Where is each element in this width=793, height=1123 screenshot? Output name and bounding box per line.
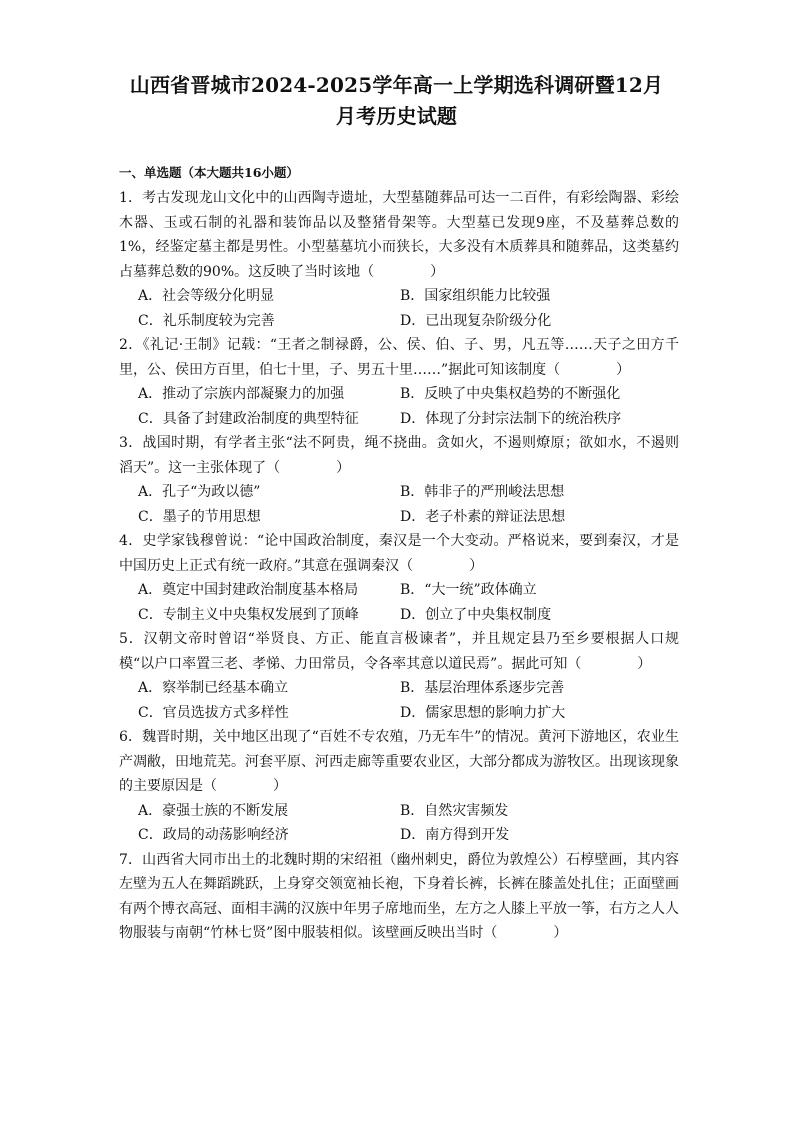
option-b[interactable]: B．基层治理体系逐步完善 [400, 680, 565, 696]
option-c[interactable]: C．专制主义中央集权发展到了顶峰 [138, 606, 359, 623]
option-b[interactable]: B．自然灾害频发 [400, 802, 509, 819]
question-list [119, 186, 679, 946]
option-c[interactable]: C．政局的动荡影响经济 [138, 827, 289, 843]
option-c[interactable]: C．官员选拔方式多样性 [138, 704, 289, 721]
option-a[interactable]: A．推动了宗族内部凝聚力的加强 [138, 386, 345, 402]
option-d[interactable]: D．儒家思想的影响力扩大 [400, 704, 566, 721]
question-7 [119, 848, 679, 946]
option-grid [119, 799, 679, 848]
question-stem: 1．考古发现龙山文化中的山西陶寺遗址，大型墓随葬品可达一二百件，有彩绘陶器、彩绘木器、玉或石制的礼器和装饰品以及整猪骨架等。大型墓已发现9座，不及墓葬总数的1%，经鉴定墓主都是男性。小型墓墓坑小而狭长，大多没有木质葬具和随葬品，这类墓约占墓葬总数的90%。这反映了当时该地（ ） [119, 190, 679, 280]
title-line-1: 山西省晋城市2024-2025学年高一上学期选科调研暨12月 [129, 73, 664, 97]
option-c[interactable]: C．具备了封建政治制度的典型特征 [138, 410, 359, 427]
option-a[interactable]: A．察举制已经基本确立 [138, 680, 289, 696]
option-d[interactable]: D．已出现复杂阶级分化 [400, 312, 552, 329]
question-stem: 6．魏晋时期，关中地区出现了“百姓不专农殖，乃无车牛”的情况。黄河下游地区，农业生产凋敝，田地荒芜。河套平原、河西走廊等重要农业区，大部分都成为游牧区。出现该现象的主要原因是（ ） [119, 729, 679, 794]
section-heading: 一、单选题（本大题共16小题） [119, 165, 299, 180]
question-2 [119, 333, 679, 431]
question-stem: 5．汉朝文帝时曾诏“举贤良、方正、能直言极谏者”，并且规定县乃至乡要根据人口规模“以户口率置三老、孝悌、力田常员，令各率其意以道民焉”。据此可知（ ） [119, 631, 679, 672]
question-stem: 4．史学家钱穆曾说：“论中国政治制度，秦汉是一个大变动。严格说来，要到秦汉，才是中国历史上正式有统一政府。”其意在强调秦汉（ ） [119, 533, 679, 574]
question-5 [119, 627, 679, 725]
option-c[interactable]: C．墨子的节用思想 [138, 508, 261, 525]
page-title [60, 70, 733, 132]
option-d[interactable]: D．创立了中央集权制度 [400, 606, 552, 623]
option-grid [119, 480, 679, 529]
option-b[interactable]: B．“大一统”政体确立 [400, 582, 537, 598]
option-b[interactable]: B．反映了中央集权趋势的不断强化 [400, 386, 621, 402]
option-a[interactable]: A．豪强士族的不断发展 [138, 802, 289, 819]
option-d[interactable]: D．体现了分封宗法制下的统治秩序 [400, 410, 622, 427]
option-b[interactable]: B．韩非子的严刑峻法思想 [400, 484, 565, 500]
option-grid [119, 382, 679, 431]
option-grid [119, 676, 679, 725]
question-1 [119, 186, 679, 333]
option-d[interactable]: D．老子朴素的辩证法思想 [400, 508, 566, 525]
option-grid [119, 578, 679, 627]
question-stem: 2．《礼记·王制》记载：“王者之制禄爵，公、侯、伯、子、男，凡五等……天子之田方千里，公、侯田方百里，伯七十里，子、男五十里……”据此可知该制度（ ） [119, 337, 679, 378]
question-6 [119, 725, 679, 848]
option-a[interactable]: A．孔子“为政以德” [138, 484, 261, 500]
option-a[interactable]: A．奠定中国封建政治制度基本格局 [138, 582, 359, 598]
option-c[interactable]: C．礼乐制度较为完善 [138, 312, 275, 329]
question-stem: 7．山西省大同市出土的北魏时期的宋绍祖（幽州刺史，爵位为敦煌公）石椁壁画，其内容左壁为五人在舞蹈跳跃，上身穿交领宽袖长袍，下身着长裤，长裤在膝盖处扎住；正面壁画有两个博衣高冠、面相丰满的汉族中年男子席地而坐，左方之人膝上平放一筝，右方之人人物服装与南朝“竹林七贤”图中服装相似。该壁画反映出当时（ ） [119, 851, 679, 941]
title-line-2: 月考历史试题 [335, 104, 458, 128]
option-a[interactable]: A．社会等级分化明显 [138, 288, 275, 304]
option-b[interactable]: B．国家组织能力比较强 [400, 288, 551, 304]
option-d[interactable]: D．南方得到开发 [400, 827, 510, 843]
question-4 [119, 529, 679, 627]
question-3 [119, 431, 679, 529]
question-stem: 3．战国时期，有学者主张“法不阿贵，绳不挠曲。贪如火，不遏则燎原；欲如水，不遏则滔天”。这一主张体现了（ ） [119, 435, 679, 476]
option-grid [119, 284, 679, 333]
